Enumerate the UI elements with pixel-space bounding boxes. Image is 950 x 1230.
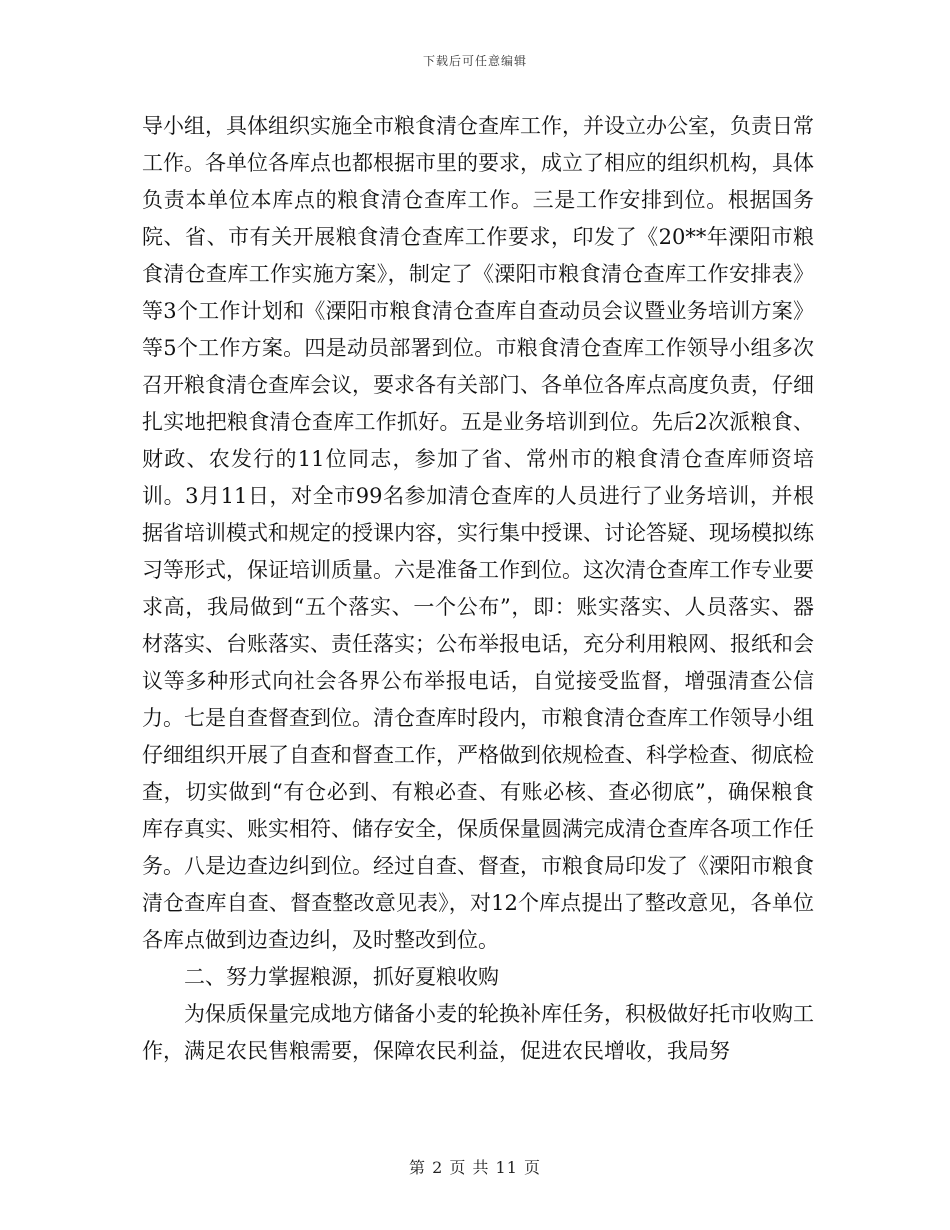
body-paragraph: 为保质保量完成地方储备小麦的轮换补库任务，积极做好托市收购工作，满足农民售粮需要，保障农民利益，促进农民增收，我局努	[142, 1002, 814, 1063]
page-number: 第 2 页 共 11 页	[409, 1158, 541, 1177]
section-heading: 二、努力掌握粮源，抓好夏粮收购	[184, 965, 499, 989]
page-header: 下载后可任意编辑	[422, 54, 527, 68]
document-body	[142, 108, 814, 1070]
body-paragraph: 导小组，具体组织实施全市粮食清仓查库工作，并设立办公室，负责日常工作。各单位各库点也都根据市里的要求，成立了相应的组织机构，具体负责本单位本库点的粮食清仓查库工作。三是工作安排到位。根据国务院、省、市有关开展粮食清仓查库工作要求，印发了《20**年溧阳市粮食清仓查库工作实施方案》，制定了《溧阳市粮食清仓查库工作安排表》等3个工作计划和《溧阳市粮食清仓查库自查动员会议暨业务培训方案》等5个工作方案。四是动员部署到位。市粮食清仓查库工作领导小组多次召开粮食清仓查库会议，要求各有关部门、各单位各库点高度负责，仔细扎实地把粮食清仓查库工作抓好。五是业务培训到位。先后2次派粮食、财政、农发行的11位同志，参加了省、常州市的粮食清仓查库师资培训。3月11日，对全市99名参加清仓查库的人员进行了业务培训，并根据省培训模式和规定的授课内容，实行集中授课、讨论答疑、现场模拟练习等形式，保证培训质量。六是准备工作到位。这次清仓查库工作专业要求高，我局做到“五个落实、一个公布”，即：账实落实、人员落实、器材落实、台账落实、责任落实；公布举报电话，充分利用粮网、报纸和会议等多种形式向社会各界公布举报电话，自觉接受监督，增强清查公信力。七是自查督查到位。清仓查库时段内，市粮食清仓查库工作领导小组仔细组织开展了自查和督查工作，严格做到依规检查、科学检查、彻底检查，切实做到“有仓必到、有粮必查、有账必核、查必彻底”，确保粮食库存真实、账实相符、储存安全，保质保量圆满完成清仓查库各项工作任务。八是边查边纠到位。经过自查、督查，市粮食局印发了《溧阳市粮食清仓查库自查、督查整改意见表》，对12个库点提出了整改意见，各单位各库点做到边查边纠，及时整改到位。	[142, 114, 814, 952]
